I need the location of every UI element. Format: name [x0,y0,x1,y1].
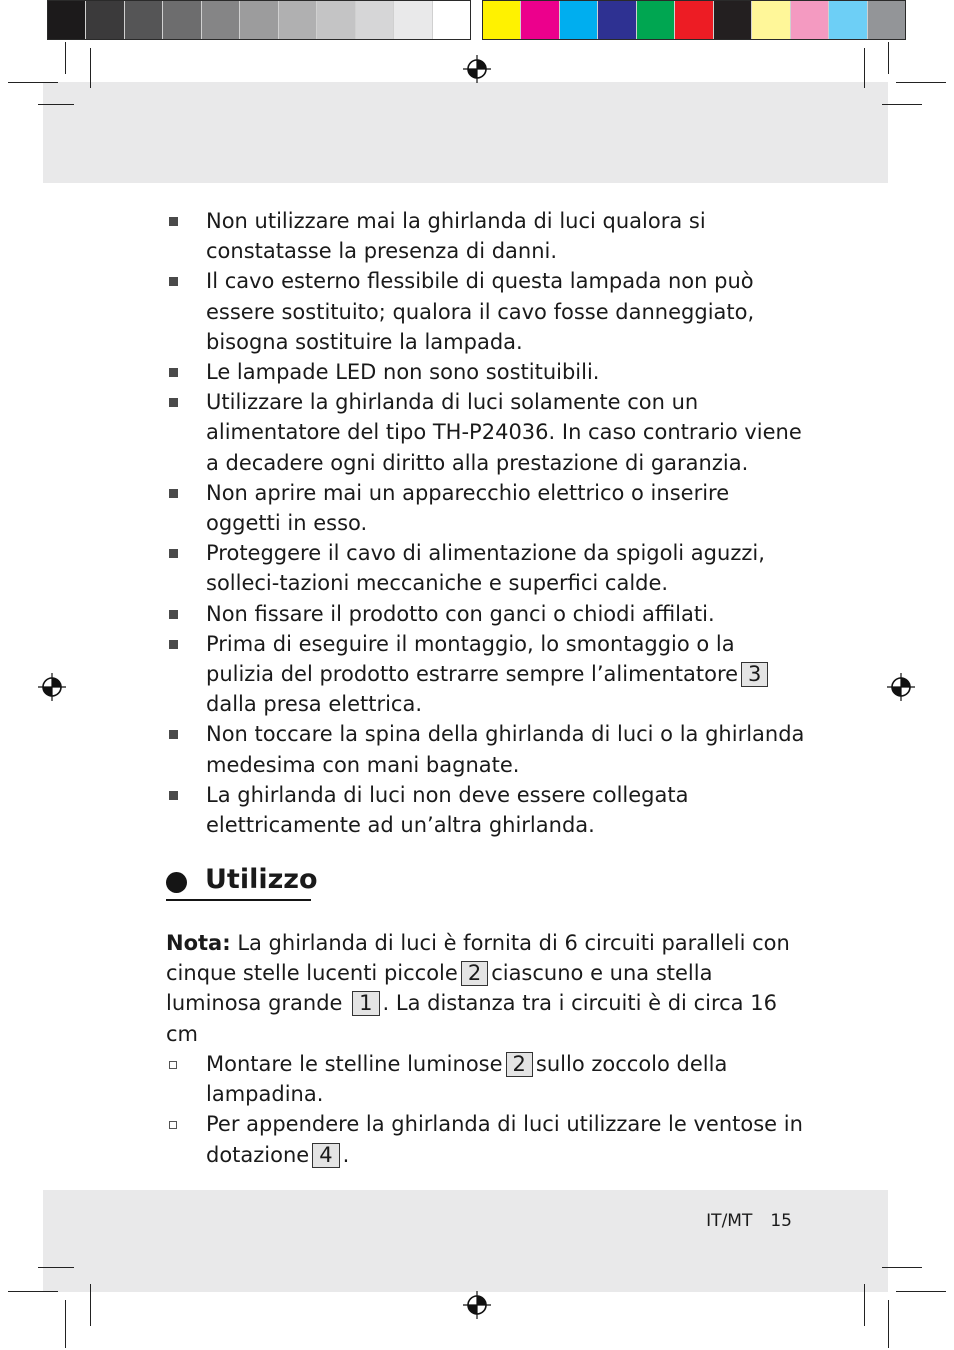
color-swatch [521,1,559,39]
crop-mark [38,104,74,105]
list-item-text: Non fissare il prodotto con ganci o chiodi affilati. [206,601,715,626]
list-item-text: Non toccare la spina della ghirlanda di luci o la ghirlanda medesima con mani bagnate. [206,722,805,777]
list-item [166,599,806,629]
step-text-after: sullo zoccolo della lampadina. [206,1052,728,1107]
list-item-text: Utilizzare la ghirlanda di luci solamente con un alimentatore del tipo TH-P24036. In caso contrario viene a decadere ogni diritto alla prestazione di garanzia. [206,390,802,475]
part-number-ref: 4 [312,1143,339,1168]
list-item [166,387,806,478]
registration-mark-icon [463,55,491,83]
list-item [166,478,806,538]
heading-bullet-icon [166,872,187,893]
note-label: Nota: [166,931,231,955]
heading-underline [166,899,311,901]
note-paragraph [166,928,806,1049]
color-swatch [240,1,278,39]
checkbox-bullet-icon [169,1121,177,1129]
note-text: . La distanza tra i circuiti è di circa 16 cm [166,991,777,1046]
crop-mark [888,42,889,74]
part-number-ref: 2 [506,1052,533,1077]
registration-mark-icon [887,673,915,701]
registration-mark-icon [38,673,66,701]
page-number: 15 [770,1211,792,1231]
color-swatch [317,1,355,39]
color-swatch [202,1,240,39]
note-text: La ghirlanda di luci è fornita di 6 circuiti paralleli con cinque stelle lucenti piccole [166,931,790,986]
crop-mark [896,1291,946,1292]
page-footer [706,1209,792,1233]
color-calibration-bar [482,0,906,40]
color-swatch [433,1,470,39]
square-bullet-icon [169,640,178,649]
step-text-after: . [342,1142,350,1167]
square-bullet-icon [169,791,178,800]
crop-mark [882,1267,922,1268]
color-swatch [560,1,598,39]
list-item-text: Non aprire mai un apparecchio elettrico o inserire oggetti in esso. [206,480,730,536]
color-swatch [829,1,867,39]
crop-mark [65,1300,66,1348]
step-item [166,1109,806,1169]
crop-mark [888,1300,889,1348]
section-title: Utilizzo [205,864,318,895]
color-swatch [483,1,521,39]
part-number-ref: 2 [461,961,488,986]
step-text: Montare le stelline luminose [206,1052,503,1076]
step-item [166,1049,806,1109]
list-item-text: Non utilizzare mai la ghirlanda di luci qualora si constatasse la presenza di danni. [206,209,706,264]
list-item [166,538,806,598]
square-bullet-icon [169,489,178,498]
list-item [166,266,806,357]
safety-list [166,206,806,840]
square-bullet-icon [169,398,178,407]
square-bullet-icon [169,730,178,739]
header-band [43,82,888,183]
square-bullet-icon [169,368,178,377]
part-number-ref: 3 [741,662,768,687]
crop-mark [896,82,946,83]
color-swatch [279,1,317,39]
color-swatch [752,1,790,39]
list-item [166,629,806,720]
color-swatch [86,1,124,39]
color-swatch [637,1,675,39]
crop-mark [65,42,66,74]
square-bullet-icon [169,277,178,286]
list-item-text: Le lampade LED non sono sostituibili. [206,360,600,385]
color-swatch [714,1,752,39]
list-item [166,357,806,387]
crop-mark [882,104,922,105]
crop-mark [8,82,58,83]
list-item [166,206,806,266]
list-item [166,719,806,779]
registration-mark-icon [463,1291,491,1319]
color-swatch [163,1,201,39]
list-item-text: Prima di eseguire il montaggio, lo smontaggio o la pulizia del prodotto estrarre sempre l’alimentatore [206,631,739,687]
square-bullet-icon [169,217,178,226]
color-swatch [791,1,829,39]
color-swatch [356,1,394,39]
list-item-text: Il cavo esterno flessibile di questa lampada non può essere sostituito; qualora il cavo fosse danneggiato, bisogna sostituire la lampada. [206,269,755,354]
checkbox-bullet-icon [169,1061,177,1069]
crop-mark [90,1284,91,1326]
color-swatch [125,1,163,39]
list-item-text: La ghirlanda di luci non deve essere collegata elettricamente ad un’altra ghirlanda. [206,782,689,838]
crop-mark [8,1291,58,1292]
grayscale-calibration-bar [47,0,471,40]
list-item-text-after: dalla presa elettrica. [206,692,423,717]
crop-mark [864,1284,865,1326]
color-swatch [48,1,86,39]
language-code: IT/MT [706,1211,753,1231]
part-number-ref: 1 [352,991,379,1016]
note-text: ciascuno e una stella luminosa grande [166,961,713,1016]
square-bullet-icon [169,549,178,558]
footer-band [43,1190,888,1292]
list-item [166,780,806,840]
step-text: Per appendere la ghirlanda di luci utilizzare le ventose in dotazione [206,1112,803,1167]
instruction-steps [166,1049,806,1170]
crop-mark [864,48,865,88]
color-swatch [868,1,905,39]
color-swatch [598,1,636,39]
crop-mark [38,1267,74,1268]
color-swatch [394,1,432,39]
color-swatch [675,1,713,39]
crop-mark [90,48,91,88]
square-bullet-icon [169,610,178,619]
list-item-text: Proteggere il cavo di alimentazione da spigoli aguzzi, solleci-tazioni meccaniche e superfici calde. [206,541,765,596]
